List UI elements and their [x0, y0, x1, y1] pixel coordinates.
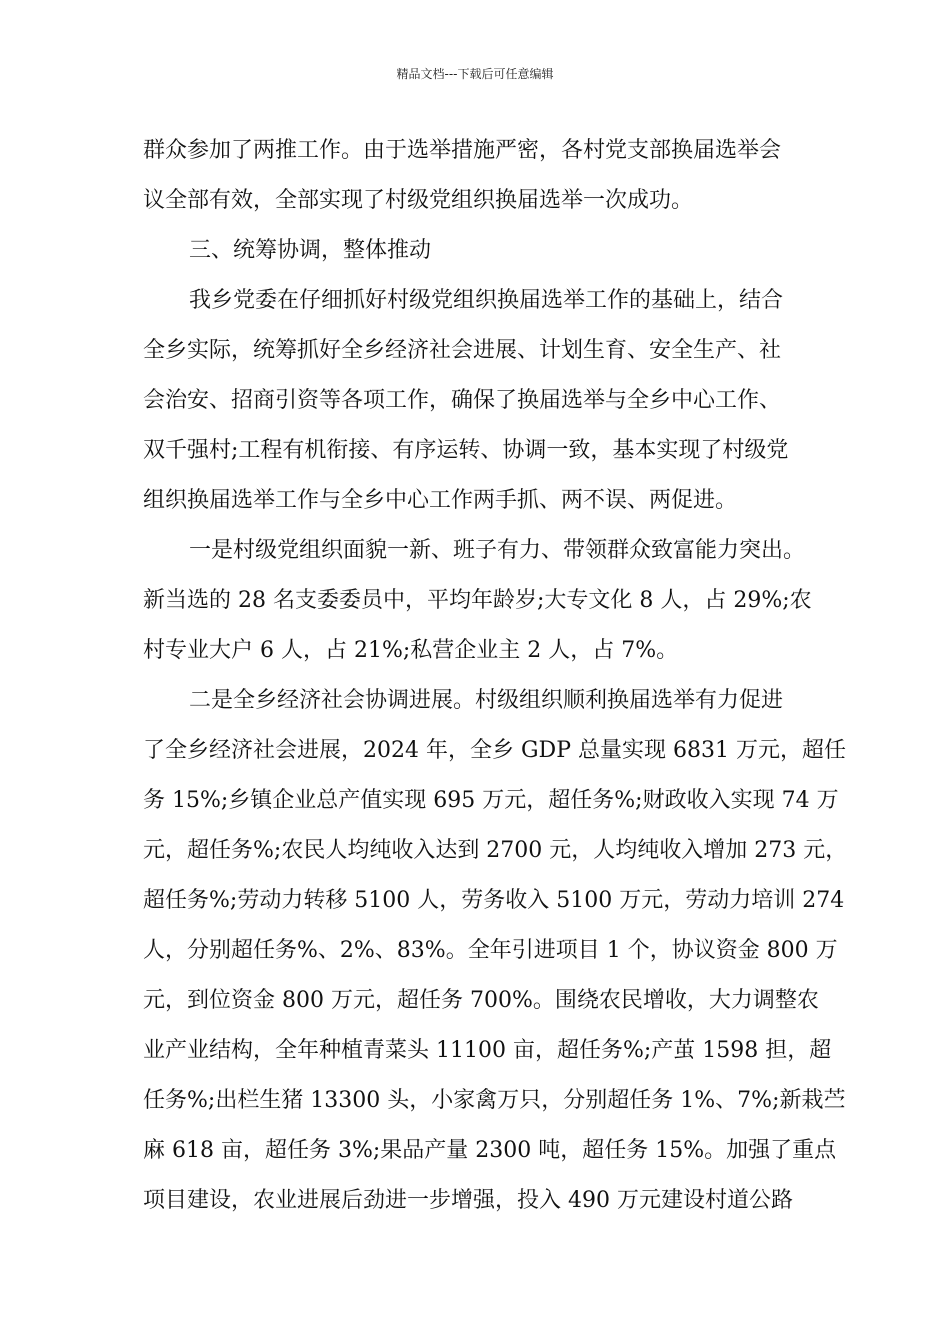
text-line: 组织换届选举工作与全乡中心工作两手抓、两不误、两促进。 [143, 488, 738, 513]
text-line: 超任务%;劳动力转移 5100 人，劳务收入 5100 万元，劳动力培训 274 [143, 888, 845, 913]
text-line: 麻 618 亩，超任务 3%;果品产量 2300 吨，超任务 15%。加强了重点 [143, 1138, 837, 1163]
text-line: 元，超任务%;农民人均纯收入达到 2700 元，人均纯收入增加 273 元， [143, 838, 848, 863]
text-line: 项目建设，农业进展后劲进一步增强，投入 490 万元建设村道公路 [143, 1188, 793, 1213]
text-line: 村专业大户 6 人，占 21%;私营企业主 2 人，占 7%。 [143, 638, 679, 663]
text-line: 我乡党委在仔细抓好村级党组织换届选举工作的基础上，结合 [189, 288, 784, 313]
section-heading: 三、统筹协调，整体推动 [189, 238, 432, 263]
text-line: 元，到位资金 800 万元，超任务 700%。围绕农民增收，大力调整农 [143, 988, 819, 1013]
text-line: 二是全乡经济社会协调进展。村级组织顺利换届选举有力促进 [189, 688, 784, 713]
text-line: 了全乡经济社会进展，2024 年，全乡 GDP 总量实现 6831 万元，超任 [143, 738, 846, 763]
text-line: 全乡实际，统筹抓好全乡经济社会进展、计划生育、安全生产、社 [143, 338, 782, 363]
text-line: 业产业结构，全年种植青菜头 11100 亩，超任务%;产茧 1598 担，超 [143, 1038, 832, 1063]
text-line: 新当选的 28 名支委委员中，平均年龄岁;大专文化 8 人，占 29%;农 [143, 588, 812, 613]
page-header: 精品文档---下载后可任意编辑 [396, 67, 554, 81]
text-line: 人，分别超任务%、2%、83%。全年引进项目 1 个，协议资金 800 万 [143, 938, 838, 963]
text-line: 任务%;出栏生猪 13300 头，小家禽万只，分别超任务 1%、7%;新栽苎 [143, 1088, 846, 1113]
document-body [143, 126, 848, 1226]
text-line: 议全部有效，全部实现了村级党组织换届选举一次成功。 [143, 188, 694, 213]
text-line: 双千强村;工程有机衔接、有序运转、协调一致，基本实现了村级党 [143, 438, 789, 463]
text-line: 一是村级党组织面貌一新、班子有力、带领群众致富能力突出。 [189, 538, 806, 563]
text-line: 务 15%;乡镇企业总产值实现 695 万元，超任务%;财政收入实现 74 万 [143, 788, 839, 813]
text-line: 会治安、招商引资等各项工作，确保了换届选举与全乡中心工作、 [143, 388, 782, 413]
text-line: 群众参加了两推工作。由于选举措施严密，各村党支部换届选举会 [143, 138, 782, 163]
